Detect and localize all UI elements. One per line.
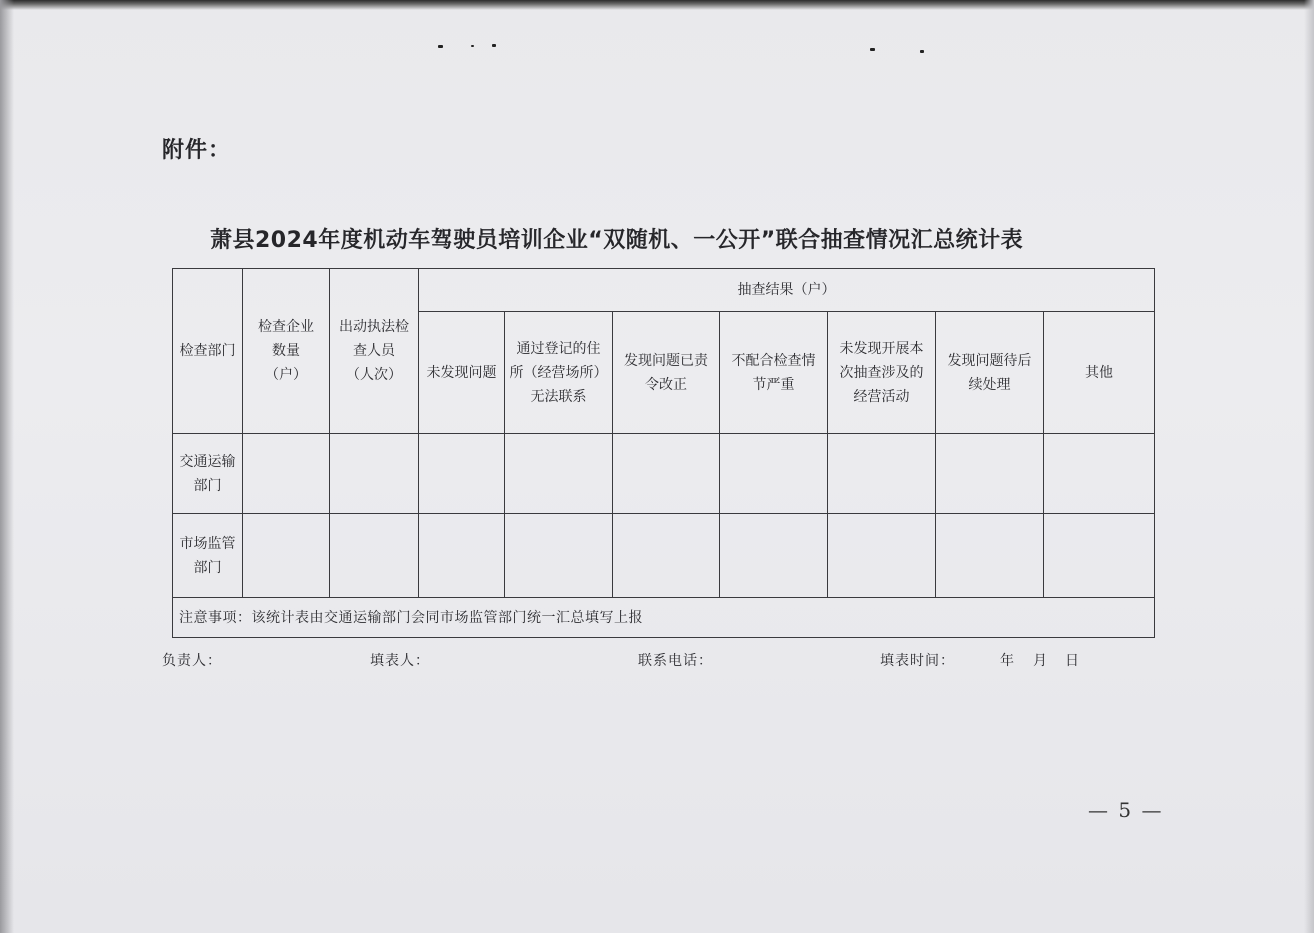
note-text: 注意事项：该统计表由交通运输部门会同市场监管部门统一汇总填写上报: [179, 609, 643, 626]
table-cell[interactable]: [1044, 434, 1155, 514]
header-dept: [173, 269, 243, 434]
header-dept-label: 检查部门: [179, 343, 236, 359]
header-result-line: 节严重: [752, 376, 795, 393]
header-inspectors-line: （人次）: [346, 367, 402, 383]
header-result-col: [720, 312, 828, 434]
header-result-line: 未发现问题: [426, 364, 497, 381]
header-result-line: 发现问题已责: [624, 352, 708, 369]
header-result-col: [936, 312, 1044, 434]
table-row: [173, 434, 1155, 514]
header-result-line: 通过登记的住: [516, 340, 601, 357]
table-cell[interactable]: [243, 434, 330, 514]
table-cell[interactable]: [828, 514, 936, 598]
scan-speck: [438, 45, 443, 48]
header-row-top: [173, 269, 1155, 312]
header-result-line: 所（经营场所）: [509, 364, 608, 381]
phone-label: 联系电话：: [638, 653, 713, 669]
year-label: 年: [1000, 653, 1015, 669]
header-result-col: [419, 312, 505, 434]
scan-speck: [471, 45, 474, 47]
table-cell[interactable]: [613, 514, 720, 598]
document-title: 萧县2024年度机动车驾驶员培训企业“双随机、一公开”联合抽查情况汇总统计表: [210, 228, 1024, 253]
row-dept: [173, 514, 243, 598]
header-inspectors-line: 查人员: [353, 343, 395, 359]
table-cell[interactable]: [720, 434, 828, 514]
header-result-col: [1044, 312, 1155, 434]
table-cell[interactable]: [936, 434, 1044, 514]
note-cell: [173, 598, 1155, 638]
scan-speck: [492, 44, 496, 47]
attachment-label: 附件：: [162, 138, 232, 163]
header-result-line: 发现问题待后: [947, 352, 1032, 369]
header-inspectors-line: 出动执法检: [339, 319, 409, 335]
table-cell[interactable]: [613, 434, 720, 514]
note-row: [173, 598, 1155, 638]
header-inspectors: [330, 269, 419, 434]
table-cell[interactable]: [330, 514, 419, 598]
header-enterprises: [243, 269, 330, 434]
row-dept-line: 部门: [193, 559, 222, 576]
row-dept: [173, 434, 243, 514]
header-results: [419, 269, 1155, 312]
table-cell[interactable]: [936, 514, 1044, 598]
header-result-line: 未发现开展本: [839, 340, 924, 357]
fill-time-label: 填表时间：: [880, 653, 955, 669]
table-row: [173, 514, 1155, 598]
filler-label: 填表人：: [370, 653, 430, 669]
header-result-line: 其他: [1085, 364, 1113, 381]
row-dept-line: 市场监管: [179, 535, 236, 552]
header-result-line: 次抽查涉及的: [839, 364, 924, 381]
header-result-col: [613, 312, 720, 434]
scan-right-edge: [1304, 0, 1314, 933]
header-result-line: 续处理: [968, 376, 1011, 393]
header-result-col: [828, 312, 936, 434]
scan-speck: [870, 48, 875, 51]
header-enterprises-line: 检查企业: [258, 319, 314, 335]
scan-speck: [920, 50, 924, 53]
table-cell[interactable]: [243, 514, 330, 598]
page-number: — 5 —: [1088, 798, 1164, 822]
scan-top-shadow: [0, 0, 1314, 10]
header-result-line: 无法联系: [530, 388, 587, 405]
row-dept-line: 部门: [193, 477, 222, 494]
scan-left-edge: [0, 0, 14, 933]
header-enterprises-line: 数量: [272, 343, 300, 359]
header-result-col: [505, 312, 613, 434]
header-result-line: 令改正: [645, 376, 687, 393]
month-label: 月: [1033, 653, 1048, 669]
table-cell[interactable]: [505, 434, 613, 514]
header-result-line: 不配合检查情: [731, 352, 816, 369]
responsible-label: 负责人：: [162, 653, 222, 669]
table-cell[interactable]: [330, 434, 419, 514]
row-dept-line: 交通运输: [179, 453, 236, 470]
table-cell[interactable]: [505, 514, 613, 598]
table-cell[interactable]: [828, 434, 936, 514]
header-results-label: 抽查结果（户）: [737, 282, 836, 298]
header-enterprises-line: （户）: [265, 367, 307, 383]
day-label: 日: [1065, 653, 1080, 669]
table-cell[interactable]: [720, 514, 828, 598]
table-cell[interactable]: [419, 514, 505, 598]
table-cell[interactable]: [1044, 514, 1155, 598]
header-result-line: 经营活动: [853, 388, 910, 405]
table-cell[interactable]: [419, 434, 505, 514]
statistics-table: [172, 268, 1155, 638]
